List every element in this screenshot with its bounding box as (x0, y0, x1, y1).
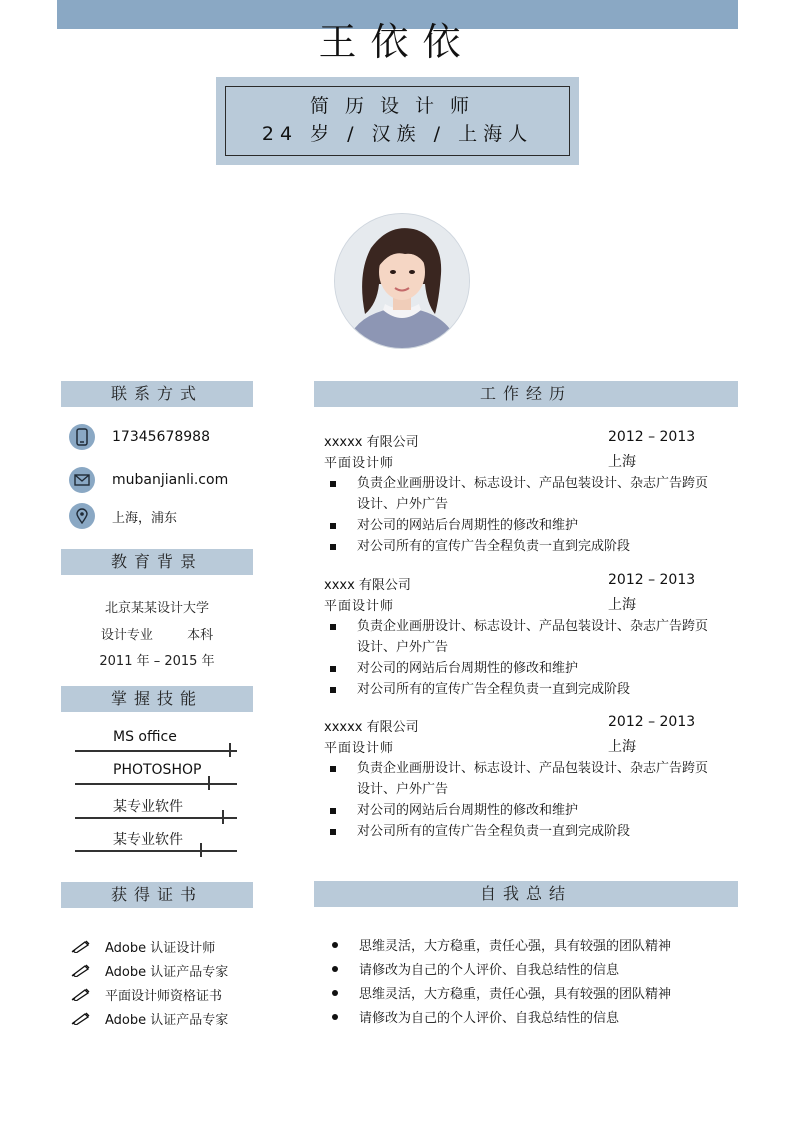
summary-text: 思维灵活，大方稳重，责任心强，具有较强的团队精神 (359, 987, 672, 1002)
job-bullet (330, 821, 710, 842)
bullet-text: 负责企业画册设计、标志设计、产品包装设计、杂志广告跨页设计、户外广告 (357, 619, 709, 655)
job-dates: 2012 – 2013 (608, 714, 696, 730)
contact-address (69, 503, 177, 529)
job-bullet (330, 658, 710, 679)
contact-phone (69, 424, 210, 450)
job-city: 上海 (608, 454, 636, 470)
contact-email (69, 467, 228, 493)
pen-icon (71, 1011, 91, 1025)
job-bullet (330, 473, 710, 515)
company-name: xxxxx 有限公司 (324, 435, 419, 450)
major: 设计专业 (100, 628, 153, 643)
job-bullet (330, 679, 710, 700)
skill-item (75, 829, 237, 859)
section-contact-header: 联系方式 (61, 381, 253, 407)
summary-text: 思维灵活，大方稳重，责任心强，具有较强的团队精神 (359, 939, 672, 954)
summary-text: 请修改为自己的个人评价、自我总结性的信息 (359, 963, 620, 978)
bullet-text: 对公司所有的宣传广告全程负责一直到完成阶段 (357, 539, 631, 554)
job-city: 上海 (608, 597, 636, 613)
skill-name: MS office (113, 729, 177, 745)
study-period: 2011 年 – 2015 年 (99, 654, 215, 669)
major-degree (61, 624, 253, 643)
job-bullet (330, 616, 710, 658)
personal-info: 24 岁 / 汉族 / 上海人 (261, 123, 534, 145)
summary-item (332, 983, 671, 1002)
skill-level-marker (229, 743, 231, 757)
skill-name: 某专业软件 (113, 799, 183, 815)
section-certificates-header: 获得证书 (61, 882, 253, 908)
bullet-text: 对公司的网站后台周期性的修改和维护 (357, 518, 579, 533)
skill-track (75, 817, 237, 819)
section-summary-header: 自我总结 (314, 881, 738, 907)
summary-item (332, 935, 671, 954)
email-address: mubanjianli.com (112, 472, 229, 488)
address-text: 上海，浦东 (112, 510, 178, 526)
phone-icon (69, 424, 95, 450)
candidate-name: 王依依 (318, 20, 475, 64)
bullet-text: 对公司的网站后台周期性的修改和维护 (357, 803, 579, 818)
certificate-name: 平面设计师资格证书 (105, 988, 223, 1004)
school-name: 北京某某设计大学 (104, 601, 209, 616)
job-dates: 2012 – 2013 (608, 429, 696, 445)
certificate-name: Adobe 认证设计师 (105, 940, 216, 956)
portrait-image (335, 214, 469, 348)
phone-number: 17345678988 (112, 429, 210, 445)
location-icon (69, 503, 95, 529)
company-name: xxxxx 有限公司 (324, 720, 419, 735)
pen-icon (71, 963, 91, 977)
summary-text: 请修改为自己的个人评价、自我总结性的信息 (359, 1011, 620, 1026)
certificate-item (71, 984, 222, 1004)
bullet-text: 对公司所有的宣传广告全程负责一直到完成阶段 (357, 824, 631, 839)
pen-icon (71, 987, 91, 1001)
section-experience-header: 工作经历 (314, 381, 738, 407)
summary-item (332, 1007, 619, 1026)
title-box-frame (225, 86, 570, 156)
skill-level-marker (222, 810, 224, 824)
job-bullet (330, 515, 710, 536)
skill-level-marker (208, 776, 210, 790)
certificate-name: Adobe 认证产品专家 (105, 964, 229, 980)
skill-item (75, 729, 237, 759)
skill-name: 某专业软件 (113, 832, 183, 848)
skill-name: PHOTOSHOP (113, 762, 202, 778)
job-bullet (330, 536, 710, 557)
certificate-name: Adobe 认证产品专家 (105, 1012, 229, 1028)
section-education-header: 教育背景 (61, 549, 253, 575)
job-dates: 2012 – 2013 (608, 572, 696, 588)
job-role: 平面设计师 (324, 456, 395, 471)
mail-icon (69, 467, 95, 493)
skill-item (75, 762, 237, 792)
company-name: xxxx 有限公司 (324, 578, 411, 593)
bullet-text: 对公司所有的宣传广告全程负责一直到完成阶段 (357, 682, 631, 697)
job-role: 平面设计师 (324, 741, 395, 756)
title-box (216, 77, 579, 165)
summary-item (332, 959, 619, 978)
certificate-item (71, 936, 215, 956)
certificate-item (71, 1008, 228, 1028)
bullet-text: 对公司的网站后台周期性的修改和维护 (357, 661, 579, 676)
bullet-text: 负责企业画册设计、标志设计、产品包装设计、杂志广告跨页设计、户外广告 (357, 476, 709, 512)
degree: 本科 (187, 628, 214, 643)
skill-track (75, 783, 237, 785)
certificate-item (71, 960, 228, 980)
job-bullet (330, 800, 710, 821)
skill-track (75, 750, 237, 752)
job-title: 简历设计师 (309, 95, 485, 117)
skill-item (75, 796, 237, 826)
section-skills-header: 掌握技能 (61, 686, 253, 712)
job-role: 平面设计师 (324, 599, 395, 614)
profile-photo (335, 214, 469, 348)
job-bullet (330, 758, 710, 800)
pen-icon (71, 939, 91, 953)
skill-level-marker (200, 843, 202, 857)
job-city: 上海 (608, 739, 636, 755)
bullet-text: 负责企业画册设计、标志设计、产品包装设计、杂志广告跨页设计、户外广告 (357, 761, 709, 797)
skill-track (75, 850, 237, 852)
